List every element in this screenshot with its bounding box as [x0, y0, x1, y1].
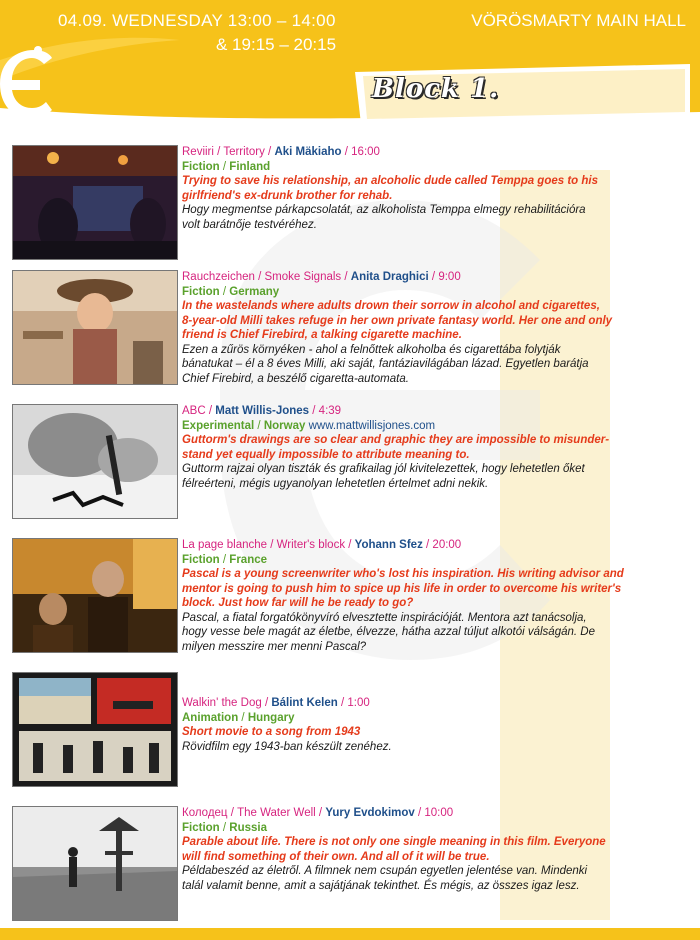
- film-country: France: [229, 553, 268, 566]
- film-genre: Fiction: [182, 553, 220, 566]
- film-director: Aki Mäkiaho: [274, 146, 342, 158]
- film-country: Hungary: [247, 711, 295, 724]
- film-synopsis-hu: Példabeszéd az életről. A filmnek nem csupán egyetlen jelentése van. Mindenki talál valamit benne, amit a sajátjának tekinthet. És mégis, az összes igaz lesz.: [182, 865, 588, 892]
- film-website-link[interactable]: www.mattwillisjones.com: [308, 419, 436, 432]
- film-synopsis-hu: Ezen a zűrös környéken - ahol a felnőttek alkoholba és cigarettába folytják bánatukat – él a 8 éves Milli, aki saját, fantáziavilágában lázad. Egyetlen barátja Chief Firebird, a beszélő cigaretta-automata.: [182, 343, 589, 385]
- film-duration: 9:00: [438, 271, 461, 283]
- film-director: Matt Willis-Jones: [215, 405, 310, 417]
- film-title: Колодец / The Water Well: [182, 807, 316, 819]
- film-genre: Experimental: [182, 419, 255, 432]
- film-synopsis-en: Pascal is a young screenwriter who's lost his inspiration. His writing advisor and mentor is going to push him to spice up his life in order to overcome his writer's block. Just how far will he be ready to go?: [182, 568, 624, 609]
- film-director: Yohann Sfez: [354, 539, 423, 551]
- program-page: 04.09. WEDNESDAY 13:00 – 14:00 & 19:15 – 20:15 VÖRÖSMARTY MAIN HALL Block 1. Reviiri / Territory / Aki Mäkiaho / 16:00 Fiction / Finland Trying to save his relationship, an alcoholic dude called Temppa goes to his girlfriend's ex-drunk brother for rehab. Hogy megmentse párkapcsolatát, az alkoholista Temppa elmegy rehabilitációra volt barátnője testvéréhez. Rauchzeichen / Smoke Signals / Anita Draghici / 9:00 Fiction / Germany In the wastelands where adults drown their sorrow in alcohol and cigarettes, 8-year-old Milli takes refuge in her own private fantasy world. Her one and only friend is Chief Firebird, a talking cigarette machine. Ezen a zűrös környéken - ahol a felnőttek alkoholba és cigarettába folytják bánatukat – él a 8 éves Milli, aki saját, fantáziavilágában lázad. Egyetlen barátja Chief Firebird, a beszélő cigaretta-automata. ABC / Matt Willis-Jones / 4:39 Experimental / Norway www.mattwillisjones.com Guttorm's drawings are so clear and graphic they are impossible to misunder- stand yet equally impossible to attribute meaning to. Guttorm rajzai olyan tiszták és grafikailag jól kivitelezettek, hogy lehetetlen őket félreérteni, mégis ugyanolyan lehetetlen értelmet adni nekik. La page blanche / Writer's block / Yohann Sfez / 20:00 Fiction / France Pascal is a young screenwriter who's lost his inspiration. His writing advisor and mentor is going to push him to spice up his life in order to overcome his writer's block. Just how far will he be ready to go? Pascal, a fiatal forgatókönyvíró elvesztette inspirációját. Mentora azt tanácsolja, hogy vesse bele magát az életbe, élvezze, hátha azzal túljut alkotói válságán. De milyen messzire mer menni Pascal? Walkin' the Dog / Bálint Kelen / 1:00 Animation / Hungary Short movie to a song from 1943 Rövidfilm egy 1943-ban készült zenéhez. Колодец / The Water Well / Yury Evdokimov / 10:00 Fiction / Russia Parable about life. There is not only one single meaning in this film. Everyone will find something of their own. And all of it will be true. Példabeszéd az életről. A filmnek nem csupán egyetlen jelentése van. Mindenki talál valamit benne, amit a sajátjának tekinthet. És mégis, az összes igaz lesz.: [0, 0, 700, 940]
- film-country: Norway: [263, 419, 306, 432]
- film-title: Reviiri / Territory: [182, 146, 265, 158]
- film-synopsis-en: Guttorm's drawings are so clear and graphic they are impossible to misunder- stand yet equally impossible to attribute meaning to.: [182, 434, 610, 461]
- film-country: Finland: [229, 160, 271, 173]
- film-director: Bálint Kelen: [271, 697, 338, 709]
- film-genre: Animation: [182, 711, 239, 724]
- film-still-writers-block: [12, 538, 178, 653]
- film-country: Russia: [229, 821, 268, 834]
- header-banner: [0, 0, 700, 130]
- film-director: Yury Evdokimov: [325, 807, 415, 819]
- film-duration: 10:00: [424, 807, 454, 819]
- film-title: La page blanche / Writer's block: [182, 539, 346, 551]
- film-still-water-well: [12, 806, 178, 921]
- film-title: ABC: [182, 405, 206, 417]
- festival-logo-icon: [0, 44, 54, 118]
- film-synopsis-en: In the wastelands where adults drown their sorrow in alcohol and cigarettes, 8-year-old Milli takes refuge in her own private fantasy world. Her one and only friend is Chief Firebird, a talking cigarette machine.: [182, 300, 613, 341]
- film-genre: Fiction: [182, 821, 220, 834]
- film-director: Anita Draghici: [350, 271, 429, 283]
- block-label: Block 1.: [372, 74, 500, 104]
- film-duration: 1:00: [347, 697, 370, 709]
- film-still-smoke-signals: [12, 270, 178, 385]
- screening-date-time: 04.09. WEDNESDAY 13:00 – 14:00: [58, 11, 336, 30]
- film-still-territory: [12, 145, 178, 260]
- film-synopsis-hu: Guttorm rajzai olyan tiszták és grafikailag jól kivitelezettek, hogy lehetetlen őket félreérteni, mégis ugyanolyan lehetetlen értelmet adni nekik.: [182, 463, 585, 490]
- film-title: Rauchzeichen / Smoke Signals: [182, 271, 342, 283]
- film-duration: 16:00: [351, 146, 380, 158]
- film-duration: 4:39: [318, 405, 342, 417]
- film-title: Walkin' the Dog: [182, 697, 262, 709]
- footer-strip: [0, 928, 700, 940]
- film-synopsis-hu: Rövidfilm egy 1943-ban készült zenéhez.: [182, 740, 392, 753]
- film-synopsis-en: Parable about life. There is not only one single meaning in this film. Everyone will find something of their own. And all of it will be true.: [182, 836, 606, 863]
- film-still-abc: [12, 404, 178, 519]
- film-still-walkin-the-dog: [12, 672, 178, 787]
- film-genre: Fiction: [182, 160, 220, 173]
- film-synopsis-hu: Pascal, a fiatal forgatókönyvíró elvesztette inspirációját. Mentora azt tanácsolja, hogy vesse bele magát az életbe, élvezze, hátha azzal túljut alkotói válságán. De milyen messzire mer menni Pascal?: [182, 611, 595, 653]
- film-country: Germany: [229, 285, 280, 298]
- venue-name: VÖRÖSMARTY MAIN HALL: [471, 11, 686, 30]
- film-synopsis-hu: Hogy megmentse párkapcsolatát, az alkoholista Temppa elmegy rehabilitációra volt barátnője testvéréhez.: [182, 204, 586, 231]
- film-synopsis-en: Short movie to a song from 1943: [182, 726, 361, 738]
- film-duration: 20:00: [432, 539, 462, 551]
- film-genre: Fiction: [182, 285, 220, 298]
- screening-second-time: & 19:15 – 20:15: [216, 35, 337, 54]
- film-synopsis-en: Trying to save his relationship, an alcoholic dude called Temppa goes to his girlfriend's ex-drunk brother for rehab.: [182, 175, 599, 202]
